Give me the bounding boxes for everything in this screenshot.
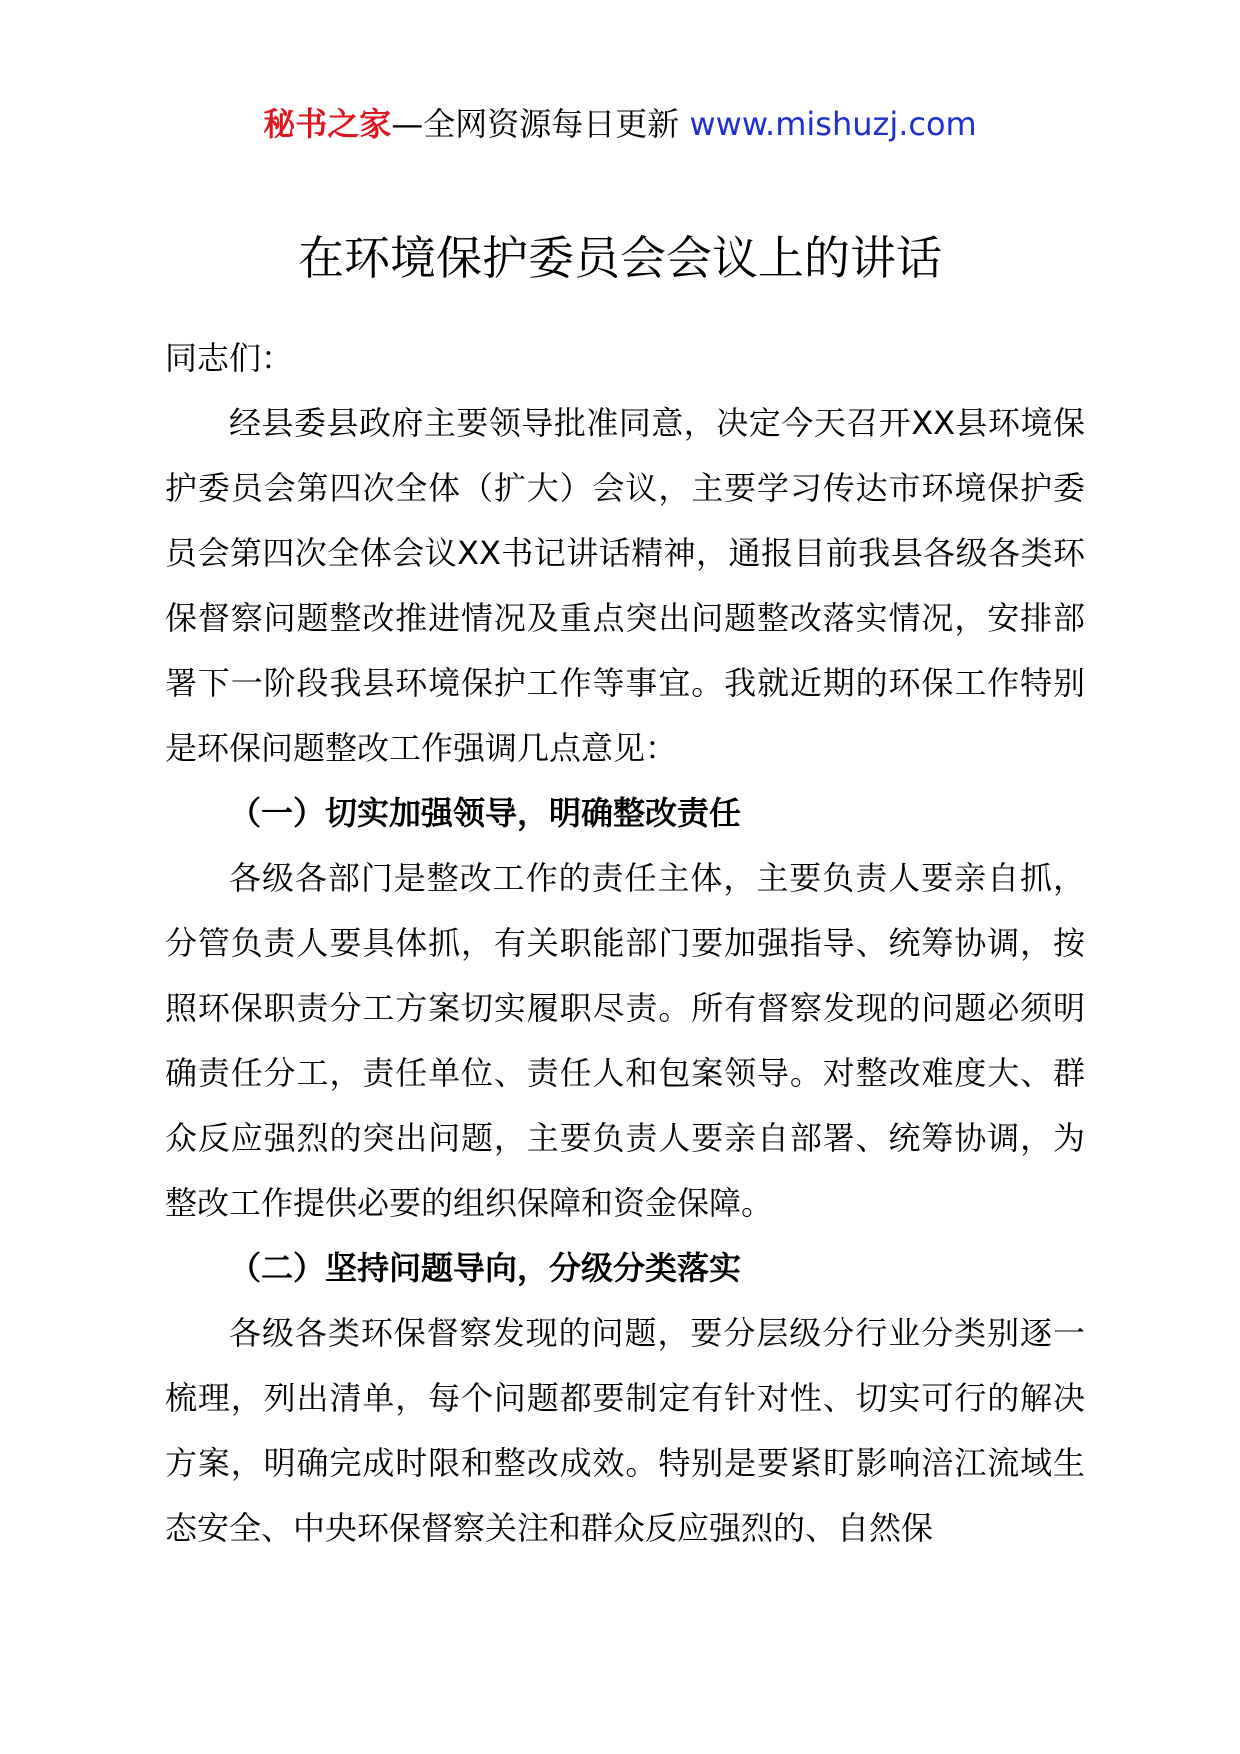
section-heading-2: （二）坚持问题导向，分级分类落实 <box>229 1249 742 1287</box>
intro-paragraph: 经县委县政府主要领导批准同意，决定今天召开XX县环境保护委员会第四次全体（扩大）会议，主要学习传达市环境保护委员会第四次全体会议XX书记讲话精神，通报目前我县各级各类环保督察问题整改推进情况及重点突出问题整改落实情况，安排部署下一阶段我县环境保护工作等事宜。我就近期的环保工作特别是环保问题整改工作强调几点意见： <box>165 404 1085 767</box>
section-paragraph-2: 各级各类环保督察发现的问题，要分层级分行业分类别逐一梳理，列出清单，每个问题都要制定有针对性、切实可行的解决方案，明确完成时限和整改成效。特别是要紧盯影响涪江流域生态安全、中央环保督察关注和群众反应强烈的、自然保 <box>165 1314 1085 1547</box>
document-body <box>165 326 1085 1561</box>
salutation: 同志们： <box>165 339 294 377</box>
site-tagline: —全网资源每日更新 <box>391 105 690 143</box>
site-url-link[interactable]: www.mishuzj.com <box>689 105 977 143</box>
document-title: 在环境保护委员会会议上的讲话 <box>298 231 942 285</box>
section-heading-1: （一）切实加强领导，明确整改责任 <box>229 794 742 832</box>
section-paragraph-1: 各级各部门是整改工作的责任主体，主要负责人要亲自抓，分管负责人要具体抓，有关职能部门要加强指导、统筹协调，按照环保职责分工方案切实履职尽责。所有督察发现的问题必须明确责任分工，责任单位、责任人和包案领导。对整改难度大、群众反应强烈的突出问题，主要负责人要亲自部署、统筹协调，为整改工作提供必要的组织保障和资金保障。 <box>165 859 1085 1222</box>
site-brand: 秘书之家 <box>263 105 392 143</box>
site-header <box>0 100 1240 148</box>
